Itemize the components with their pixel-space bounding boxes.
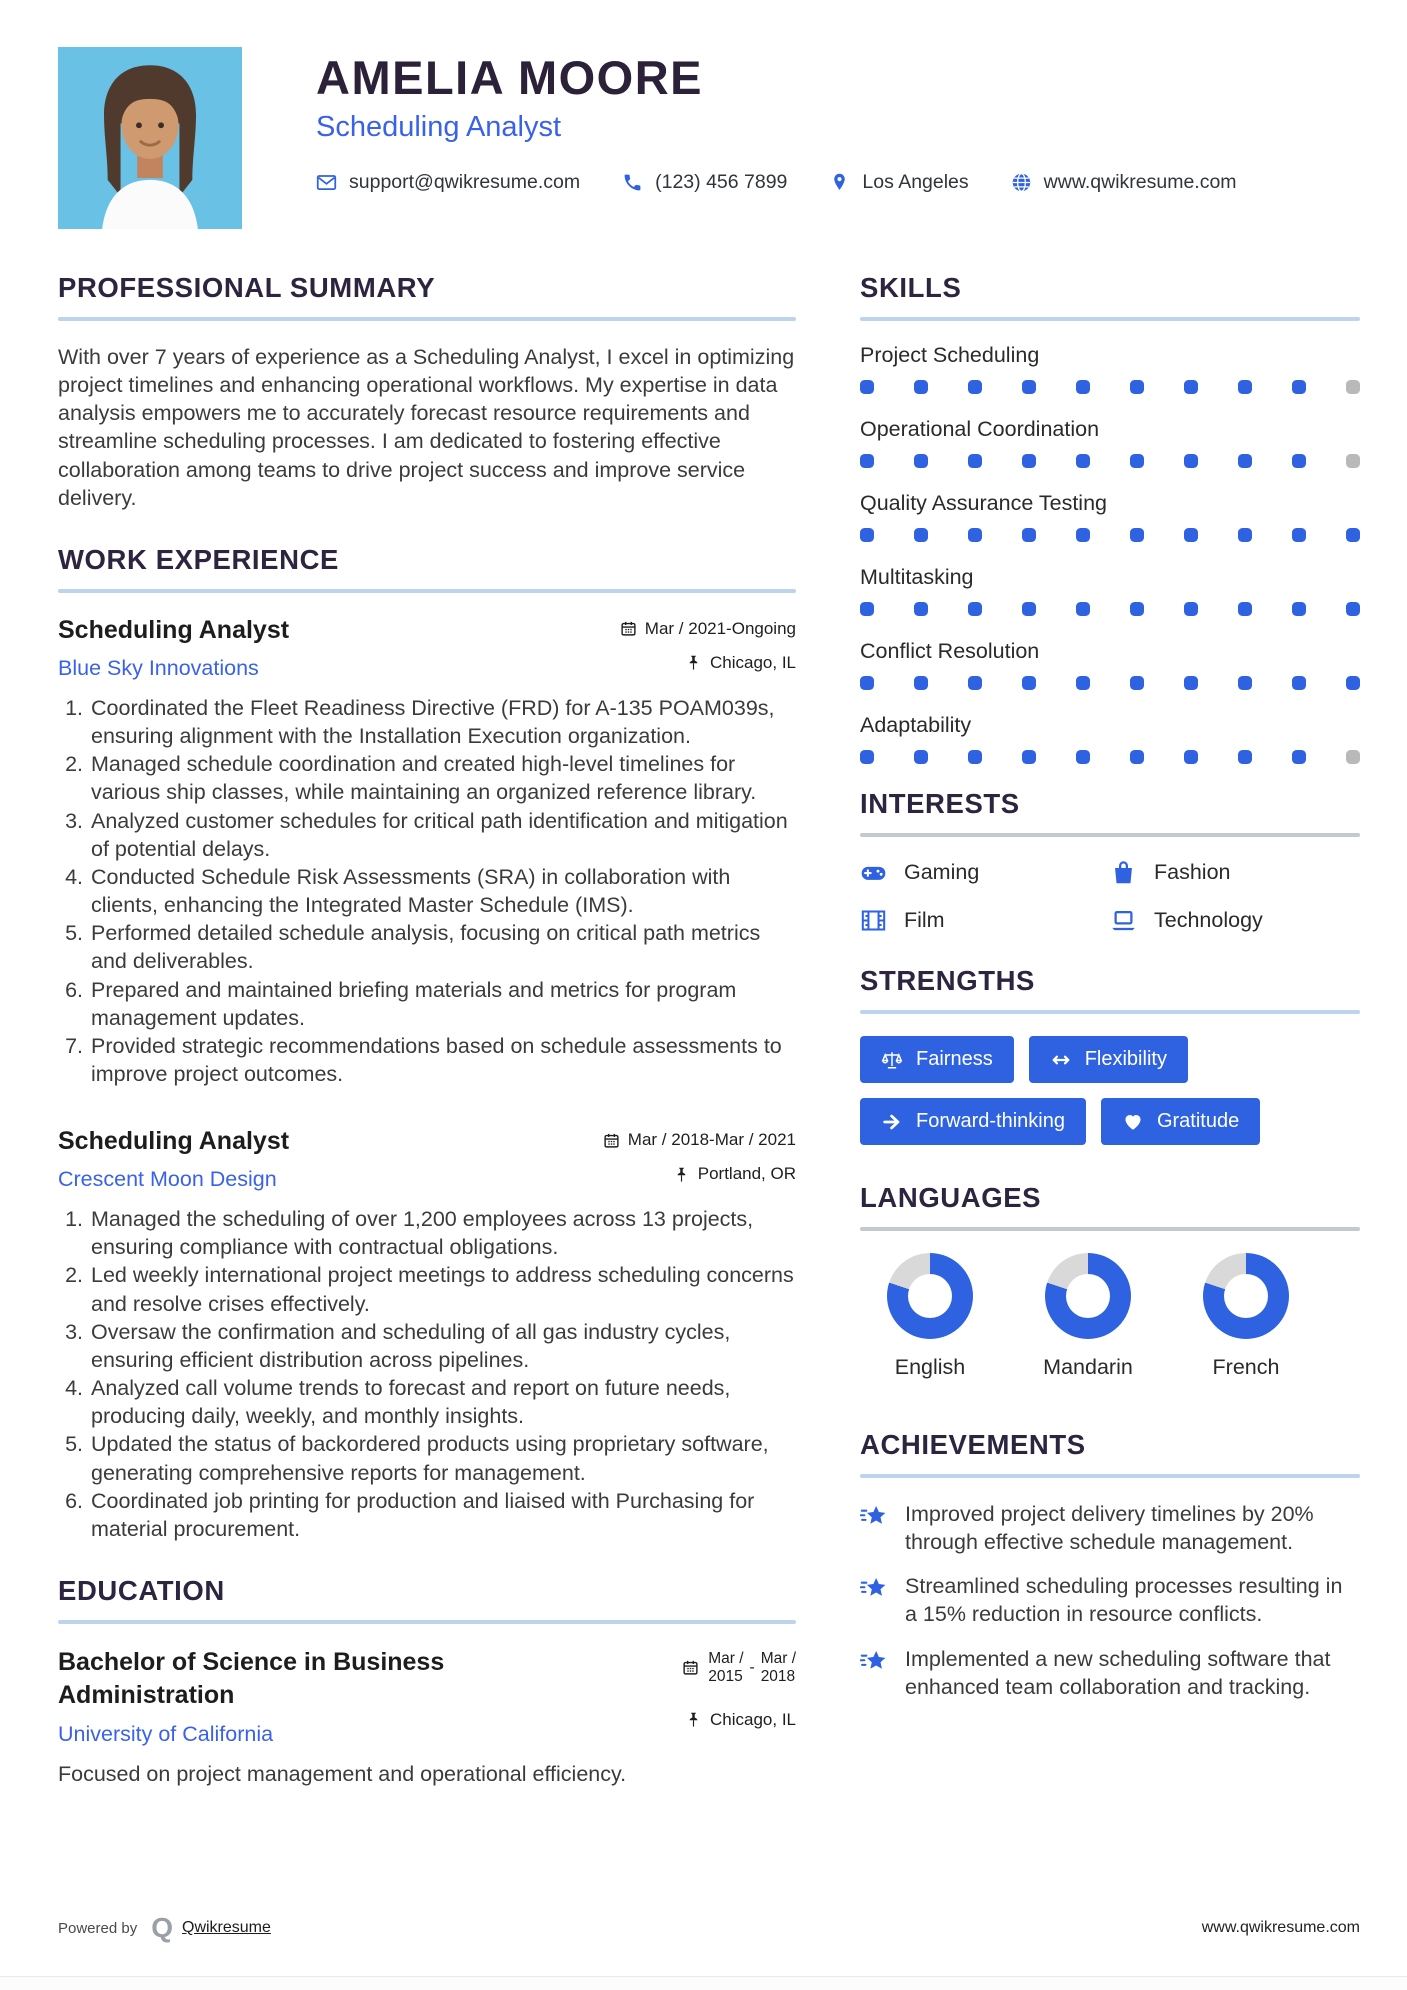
contact-row xyxy=(316,171,1279,194)
calendar-icon xyxy=(603,1132,620,1149)
job-bullet: 4. Conducted Schedule Risk Assessments (SRA) in collaboration with clients, enhancing the Integrated Master Schedule (IMS). xyxy=(89,863,796,919)
skill-dot-filled xyxy=(1076,676,1090,690)
skill-dot-filled xyxy=(1022,454,1036,468)
job-entry xyxy=(58,615,796,1088)
powered-by-label: Powered by xyxy=(58,1919,138,1937)
skill-dot-filled xyxy=(1076,528,1090,542)
skill-dot-filled xyxy=(860,676,874,690)
interest-label: Fashion xyxy=(1154,860,1231,884)
job-role: Scheduling Analyst xyxy=(58,615,290,644)
skill-dot-empty xyxy=(1346,750,1360,764)
job-bullet: 6. Coordinated job printing for production and liaised with Purchasing for material procurement. xyxy=(89,1487,796,1543)
contact-item[interactable] xyxy=(829,171,968,194)
language-name: English xyxy=(894,1355,966,1379)
job-bullet: 1. Coordinated the Fleet Readiness Directive (FRD) for A-135 POAM039s, ensuring alignment with the Installation Execution organization. xyxy=(89,694,796,750)
section-skills xyxy=(860,271,1360,764)
skill-dot-filled xyxy=(1130,602,1144,616)
job-company-link[interactable]: Crescent Moon Design xyxy=(58,1167,277,1192)
section-languages xyxy=(860,1181,1360,1380)
summary-text: With over 7 years of experience as a Scheduling Analyst, I excel in optimizing project timelines and enhancing operational workflows. My expertise in data analysis empowers me to accurately forecast resource requirements and streamline scheduling processes. I am dedicated to fostering effective collaboration among teams to drive project success and improve service delivery. xyxy=(58,345,795,510)
contact-value: Los Angeles xyxy=(862,171,969,194)
section-divider xyxy=(58,1620,796,1624)
skill-dot-filled xyxy=(1238,380,1252,394)
education-description: Focused on project management and operational efficiency. xyxy=(58,1762,627,1786)
interest-item xyxy=(1110,859,1360,886)
location-pin-icon xyxy=(829,172,850,193)
header-text xyxy=(316,47,1279,229)
skill-name: Operational Coordination xyxy=(860,417,1100,441)
job-bullet: 2. Managed schedule coordination and created high-level timelines for various ship classes, while maintaining an organized reference library. xyxy=(89,750,796,806)
person-job-title: Scheduling Analyst xyxy=(316,111,562,144)
skill-dot-filled xyxy=(1184,380,1198,394)
interest-item xyxy=(1110,907,1360,934)
contact-item[interactable] xyxy=(316,171,580,194)
skill-dot-filled xyxy=(1076,602,1090,616)
left-column xyxy=(58,271,796,1788)
strength-label: Flexibility xyxy=(1084,1048,1167,1070)
calendar-icon xyxy=(682,1659,699,1676)
skill-name: Conflict Resolution xyxy=(860,639,1040,663)
qwikresume-logo: Q xyxy=(151,1912,173,1943)
skill-dot-filled xyxy=(860,750,874,764)
skill-row xyxy=(860,417,1360,468)
section-divider xyxy=(860,1010,1360,1014)
interest-label: Film xyxy=(904,908,945,932)
section-title: ACHIEVEMENTS xyxy=(860,1429,1086,1460)
job-bullet: 5. Updated the status of backordered products using proprietary software, generating comprehensive reports for management. xyxy=(89,1430,796,1486)
qwikresume-brand-link[interactable]: Qwikresume xyxy=(182,1919,271,1936)
section-divider xyxy=(860,317,1360,321)
section-divider xyxy=(860,1474,1360,1478)
bottom-strip xyxy=(0,1976,1407,1990)
section-title: PROFESSIONAL SUMMARY xyxy=(58,272,436,303)
contact-value: (123) 456 7899 xyxy=(655,171,788,194)
language-proficiency-donut xyxy=(1045,1253,1131,1339)
gamepad-icon xyxy=(860,859,887,886)
skill-dot-filled xyxy=(914,676,928,690)
skill-dot-filled xyxy=(914,528,928,542)
job-bullet: 5. Performed detailed schedule analysis, focusing on critical path metrics and deliverables. xyxy=(89,919,796,975)
left-right-arrow-icon xyxy=(1050,1049,1072,1071)
profile-photo-illustration xyxy=(58,47,242,229)
skill-dot-filled xyxy=(1130,454,1144,468)
skill-dot-filled xyxy=(1130,676,1144,690)
section-divider xyxy=(58,317,796,321)
strength-chip xyxy=(1029,1036,1188,1083)
job-company-link[interactable]: Blue Sky Innovations xyxy=(58,655,259,680)
skill-dot-filled xyxy=(968,454,982,468)
skill-dot-filled xyxy=(1292,380,1306,394)
skill-dot-empty xyxy=(1346,380,1360,394)
skill-dot-filled xyxy=(1130,750,1144,764)
section-achievements xyxy=(860,1428,1360,1701)
strength-chip xyxy=(860,1036,1014,1083)
strength-label: Forward-thinking xyxy=(916,1110,1065,1132)
achievement-item xyxy=(860,1500,1360,1556)
phone-icon xyxy=(622,172,643,193)
skill-dot-filled xyxy=(914,380,928,394)
interest-item xyxy=(860,859,1110,886)
skill-dot-filled xyxy=(1292,454,1306,468)
skill-dot-filled xyxy=(860,528,874,542)
right-column xyxy=(860,271,1360,1788)
skill-dot-filled xyxy=(914,602,928,616)
contact-value: support@qwikresume.com xyxy=(349,171,581,194)
job-bullet: 7. Provided strategic recommendations based on schedule assessments to improve project outcomes. xyxy=(89,1032,796,1088)
skill-dot-filled xyxy=(1346,676,1360,690)
profile-photo xyxy=(58,47,242,229)
skill-dot-empty xyxy=(1346,454,1360,468)
main-content xyxy=(0,271,1407,1788)
skill-dot-filled xyxy=(1184,528,1198,542)
job-bullet: 1. Managed the scheduling of over 1,200 employees across 13 projects, ensuring compliance with contractual obligations. xyxy=(89,1205,796,1261)
skill-dot-filled xyxy=(1238,528,1252,542)
shopping-bag-icon xyxy=(1110,859,1137,886)
job-entry xyxy=(58,1126,796,1543)
section-education xyxy=(58,1574,796,1788)
scales-icon xyxy=(881,1049,903,1071)
skill-dot-filled xyxy=(968,676,982,690)
language-proficiency-donut xyxy=(1203,1253,1289,1339)
section-strengths xyxy=(860,964,1360,1145)
calendar-icon xyxy=(620,620,637,637)
shooting-star-icon xyxy=(860,1502,890,1532)
skill-dot-filled xyxy=(860,454,874,468)
skill-dot-filled xyxy=(1184,454,1198,468)
skill-dot-filled xyxy=(1184,750,1198,764)
right-arrow-icon xyxy=(881,1111,903,1133)
skill-dot-filled xyxy=(1022,602,1036,616)
skill-dot-filled xyxy=(860,602,874,616)
section-interests xyxy=(860,787,1360,934)
skill-dot-filled xyxy=(914,454,928,468)
achievement-item xyxy=(860,1645,1360,1701)
skill-dot-filled xyxy=(1238,750,1252,764)
skill-dot-filled xyxy=(1238,454,1252,468)
interest-item xyxy=(860,907,1110,934)
skill-name: Multitasking xyxy=(860,565,974,589)
skill-dot-filled xyxy=(1184,676,1198,690)
skill-rating-dots xyxy=(860,750,1360,764)
skill-dot-filled xyxy=(1238,676,1252,690)
skill-dot-filled xyxy=(914,750,928,764)
skill-row xyxy=(860,343,1360,394)
skill-name: Project Scheduling xyxy=(860,343,1040,367)
section-divider xyxy=(860,833,1360,837)
skill-name: Adaptability xyxy=(860,713,972,737)
section-title: EDUCATION xyxy=(58,1575,225,1606)
skill-dot-filled xyxy=(968,528,982,542)
achievement-text: Streamlined scheduling processes resulting in a 15% reduction in resource conflicts. xyxy=(905,1574,1343,1627)
language-proficiency-donut xyxy=(887,1253,973,1339)
skill-dot-filled xyxy=(1346,528,1360,542)
strength-label: Gratitude xyxy=(1156,1110,1240,1132)
achievement-item xyxy=(860,1572,1360,1628)
skill-dot-filled xyxy=(1076,454,1090,468)
header xyxy=(0,0,1407,229)
skill-dot-filled xyxy=(968,380,982,394)
job-location: Portland, OR xyxy=(603,1164,796,1184)
section-title: WORK EXPERIENCE xyxy=(58,543,339,575)
skill-row xyxy=(860,565,1360,616)
pushpin-icon xyxy=(685,654,702,671)
footer-website[interactable]: www.qwikresume.com xyxy=(1201,1919,1360,1936)
language-item xyxy=(874,1253,986,1380)
skill-dot-filled xyxy=(1130,380,1144,394)
skill-dot-filled xyxy=(1076,750,1090,764)
strength-chip xyxy=(1101,1098,1260,1145)
skill-dot-filled xyxy=(1022,528,1036,542)
film-icon xyxy=(860,907,887,934)
skill-dot-filled xyxy=(1346,602,1360,616)
language-item xyxy=(1032,1253,1144,1380)
skill-row xyxy=(860,639,1360,690)
job-role: Scheduling Analyst xyxy=(58,1127,290,1156)
skill-rating-dots xyxy=(860,454,1360,468)
job-bullet: 6. Prepared and maintained briefing materials and metrics for program management updates. xyxy=(89,976,796,1032)
skill-dot-filled xyxy=(1022,750,1036,764)
skill-dot-filled xyxy=(1184,602,1198,616)
shooting-star-icon xyxy=(860,1574,890,1604)
section-title: STRENGTHS xyxy=(860,965,1035,996)
job-bullet-list xyxy=(58,694,796,1088)
strength-label: Fairness xyxy=(916,1048,993,1070)
skill-dot-filled xyxy=(1238,602,1252,616)
pushpin-icon xyxy=(673,1166,690,1183)
interest-label: Technology xyxy=(1154,908,1263,932)
job-bullet-list xyxy=(58,1205,796,1543)
education-location: Chicago, IL xyxy=(682,1710,796,1730)
job-bullet: 4. Analyzed call volume trends to forecast and report on future needs, producing daily, weekly, and monthly insights. xyxy=(89,1374,796,1430)
skill-dot-filled xyxy=(1292,602,1306,616)
skill-dot-filled xyxy=(860,380,874,394)
skill-dot-filled xyxy=(1292,750,1306,764)
contact-item[interactable] xyxy=(622,171,787,194)
interest-label: Gaming xyxy=(904,860,980,884)
section-title: SKILLS xyxy=(860,272,962,303)
job-dates: Mar / 2018-Mar / 2021 xyxy=(603,1130,796,1150)
email-icon xyxy=(316,172,337,193)
skill-dot-filled xyxy=(1022,676,1036,690)
skill-rating-dots xyxy=(860,380,1360,394)
job-bullet: 2. Led weekly international project meetings to address scheduling concerns and resolve crises effectively. xyxy=(89,1261,796,1317)
laptop-icon xyxy=(1110,907,1137,934)
language-item xyxy=(1190,1253,1302,1380)
section-work-experience xyxy=(58,543,796,1543)
contact-value: www.qwikresume.com xyxy=(1043,171,1237,194)
section-divider xyxy=(58,589,796,593)
education-dates: Mar / 2015 - Mar / 2018 xyxy=(682,1650,796,1686)
achievement-text: Implemented a new scheduling software that enhanced team collaboration and tracking. xyxy=(905,1646,1331,1699)
skill-dot-filled xyxy=(1076,380,1090,394)
education-degree: Bachelor of Science in Business Administration xyxy=(58,1648,445,1709)
language-name: French xyxy=(1212,1355,1280,1379)
section-title: INTERESTS xyxy=(860,788,1020,819)
job-dates: Mar / 2021-Ongoing xyxy=(620,619,796,639)
skill-dot-filled xyxy=(968,750,982,764)
education-school-link[interactable]: University of California xyxy=(58,1722,274,1746)
section-professional-summary xyxy=(58,271,796,512)
footer xyxy=(58,1914,1360,1942)
skill-dot-filled xyxy=(1292,528,1306,542)
skill-rating-dots xyxy=(860,528,1360,542)
skill-rating-dots xyxy=(860,676,1360,690)
section-divider xyxy=(860,1227,1360,1231)
skill-dot-filled xyxy=(1292,676,1306,690)
job-location: Chicago, IL xyxy=(620,653,796,673)
heart-icon xyxy=(1122,1111,1144,1133)
skill-row xyxy=(860,491,1360,542)
section-title: LANGUAGES xyxy=(860,1182,1042,1213)
skill-rating-dots xyxy=(860,602,1360,616)
skill-dot-filled xyxy=(968,602,982,616)
skill-dot-filled xyxy=(1130,528,1144,542)
globe-icon xyxy=(1011,172,1032,193)
shooting-star-icon xyxy=(860,1647,890,1677)
achievement-text: Improved project delivery timelines by 20% through effective schedule management. xyxy=(905,1502,1314,1555)
skill-name: Quality Assurance Testing xyxy=(860,491,1107,515)
strength-chip xyxy=(860,1098,1086,1145)
skill-row xyxy=(860,713,1360,764)
pushpin-icon xyxy=(685,1711,702,1728)
person-name: AMELIA MOORE xyxy=(316,51,704,104)
skill-dot-filled xyxy=(1022,380,1036,394)
job-bullet: 3. Analyzed customer schedules for critical path identification and mitigation of potential delays. xyxy=(89,807,796,863)
contact-item[interactable] xyxy=(1011,171,1237,194)
job-bullet: 3. Oversaw the confirmation and scheduling of all gas industry cycles, ensuring efficient distribution across pipelines. xyxy=(89,1318,796,1374)
language-name: Mandarin xyxy=(1043,1355,1133,1379)
